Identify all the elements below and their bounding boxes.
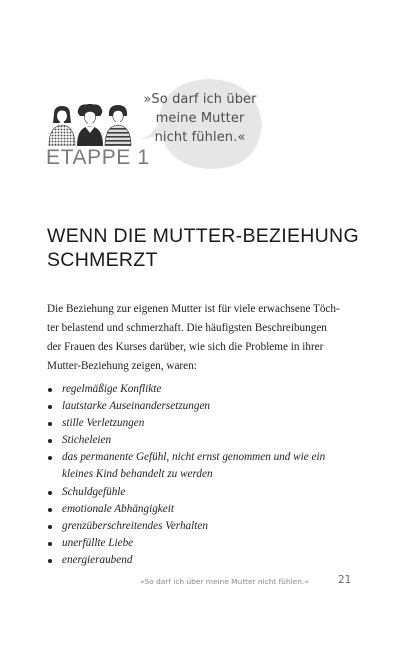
bullet-icon <box>48 559 52 563</box>
bullet-icon <box>48 456 52 460</box>
list-item-text: unerfüllte Liebe <box>62 536 134 549</box>
chapter-title-line: WENN DIE MUTTER-BEZIEHUNG <box>47 225 359 247</box>
list-item-text: lautstarke Auseinandersetzungen <box>62 400 211 413</box>
bullet-icon <box>48 508 52 512</box>
list-item <box>47 501 367 518</box>
list-item-text: Sticheleien <box>62 434 112 447</box>
three-women-illustration <box>48 104 132 146</box>
bullet-icon <box>48 422 52 426</box>
running-head: »So darf ich über meine Mutter nicht fühlen.« <box>140 577 309 586</box>
woman-right-figure <box>105 105 131 146</box>
bullet-icon <box>48 405 52 409</box>
list-item-text: stille Verletzungen <box>62 417 145 430</box>
paragraph-line: der Frauen des Kurses darüber, wie sich die Probleme in ihrer <box>47 341 324 353</box>
list-item-text: regelmäßige Konflikte <box>62 383 162 395</box>
chapter-title <box>47 224 359 272</box>
paragraph-line: ter belastend und schmerzhaft. Die häufigsten Beschreibungen <box>47 322 327 334</box>
chapter-quote <box>140 90 260 147</box>
paragraph-line: Die Beziehung zur eigenen Mutter ist für viele erwachsene Töch- <box>47 303 340 315</box>
list-item <box>47 415 367 432</box>
intro-paragraph <box>47 300 365 376</box>
list-item <box>47 552 367 569</box>
quote-line: meine Mutter <box>155 111 245 126</box>
list-item <box>47 484 367 501</box>
bullet-icon <box>48 542 52 546</box>
woman-middle-figure <box>77 104 103 146</box>
list-item <box>47 535 367 552</box>
list-item <box>47 518 367 535</box>
list-item-text: grenzüberschreitendes Verhalten <box>62 519 208 532</box>
bullet-icon <box>48 525 52 529</box>
list-item-text: energieraubend <box>62 553 133 566</box>
paragraph-line: Mutter-Beziehung zeigen, waren: <box>47 360 197 372</box>
list-item-text: emotionale Abhängigkeit <box>62 502 174 515</box>
list-item-text: kleines Kind behandelt zu werden <box>62 468 213 481</box>
quote-line: nicht fühlen.« <box>154 130 246 145</box>
list-item <box>47 381 367 398</box>
page-number: 21 <box>338 574 352 586</box>
bullet-icon <box>48 439 52 443</box>
problem-list <box>47 381 367 569</box>
list-item-text: das permanente Gefühl, nicht ernst genommen und wie ein <box>62 451 326 464</box>
list-item-text: Schuldgefühle <box>62 485 126 498</box>
chapter-title-line: SCHMERZT <box>47 249 158 271</box>
stage-label: ETAPPE 1 <box>46 146 150 169</box>
woman-left-figure <box>49 106 75 146</box>
list-item <box>47 398 367 415</box>
list-item <box>47 449 367 483</box>
quote-line: »So darf ich über <box>143 92 257 107</box>
list-item <box>47 432 367 449</box>
bullet-icon <box>48 491 52 495</box>
bullet-icon <box>48 388 52 392</box>
